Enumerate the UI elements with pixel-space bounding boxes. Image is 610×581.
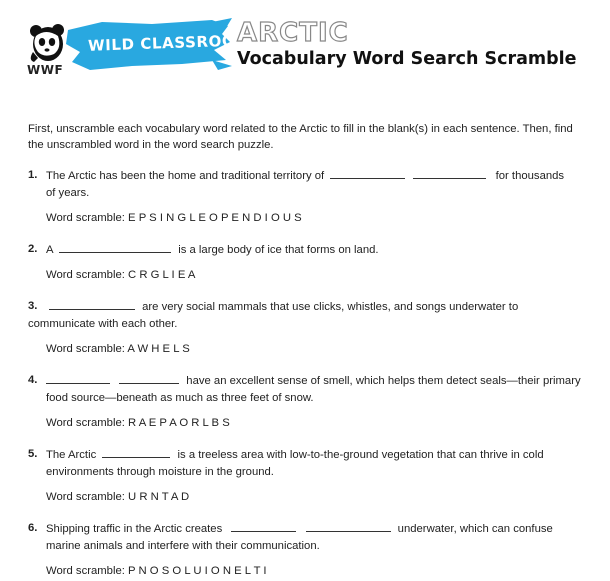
answer-blank[interactable]	[306, 520, 391, 532]
question-number: 1.	[28, 169, 38, 181]
answer-blank[interactable]	[231, 520, 296, 532]
question-text: food source—beneath as much as three feet of snow.	[46, 392, 314, 404]
wwf-logo-text: WWF	[27, 63, 64, 77]
header	[0, 0, 610, 95]
question-2	[28, 241, 588, 284]
answer-blank[interactable]	[330, 167, 405, 179]
question-text: of years.	[46, 187, 90, 199]
question-number: 3.	[28, 300, 38, 312]
question-text: The Arctic has been the home and traditional territory of	[46, 170, 325, 182]
question-number: 6.	[28, 522, 38, 534]
question-text: environments through moisture in the ground.	[46, 466, 274, 478]
page-title: ARCTIC	[237, 18, 349, 48]
question-6	[28, 520, 588, 580]
brand-text: WILD CLASSROOM	[87, 31, 252, 55]
question-number: 2.	[28, 243, 38, 255]
word-scramble: Word scramble: P N O S O L U I O N E L T I	[46, 565, 267, 577]
answer-blank[interactable]	[413, 167, 486, 179]
answer-blank[interactable]	[46, 372, 110, 384]
question-1	[28, 167, 588, 227]
question-text: The Arctic	[46, 449, 97, 461]
question-number: 4.	[28, 374, 38, 386]
word-scramble: Word scramble: U R N T A D	[46, 491, 190, 503]
word-scramble: Word scramble: C R G L I E A	[46, 269, 196, 281]
question-3	[28, 298, 588, 358]
question-text: A	[46, 244, 53, 256]
answer-blank[interactable]	[102, 446, 170, 458]
instructions: First, unscramble each vocabulary word related to the Arctic to fill in the blank(s) in each sentence. Then, find the unscrambled word in the word search puzzle.	[28, 123, 573, 151]
question-5	[28, 446, 588, 506]
word-scramble: Word scramble: R A E P A O R L B S	[46, 417, 230, 429]
question-text: are very social mammals that use clicks, whistles, and songs underwater to	[142, 301, 519, 313]
word-scramble: Word scramble: E P S I N G L E O P E N D I O U S	[46, 212, 302, 224]
question-text: communicate with each other.	[28, 318, 178, 330]
question-text: is a treeless area with low-to-the-ground vegetation that can thrive in cold	[177, 449, 544, 461]
answer-blank[interactable]	[49, 298, 135, 310]
question-text: Shipping traffic in the Arctic creates	[46, 523, 223, 535]
question-text: is a large body of ice that forms on land.	[178, 244, 379, 256]
answer-blank[interactable]	[119, 372, 179, 384]
question-text: marine animals and interfere with their communication.	[46, 540, 320, 552]
answer-blank[interactable]	[59, 241, 171, 253]
question-text: have an excellent sense of smell, which helps them detect seals—their primary	[186, 375, 581, 387]
page-subtitle: Vocabulary Word Search Scramble	[237, 49, 577, 69]
question-text: underwater, which can confuse	[397, 523, 553, 535]
question-number: 5.	[28, 448, 38, 460]
question-4	[28, 372, 588, 432]
question-text: for thousands	[495, 170, 565, 182]
word-scramble: Word scramble: A W H E L S	[46, 343, 190, 355]
